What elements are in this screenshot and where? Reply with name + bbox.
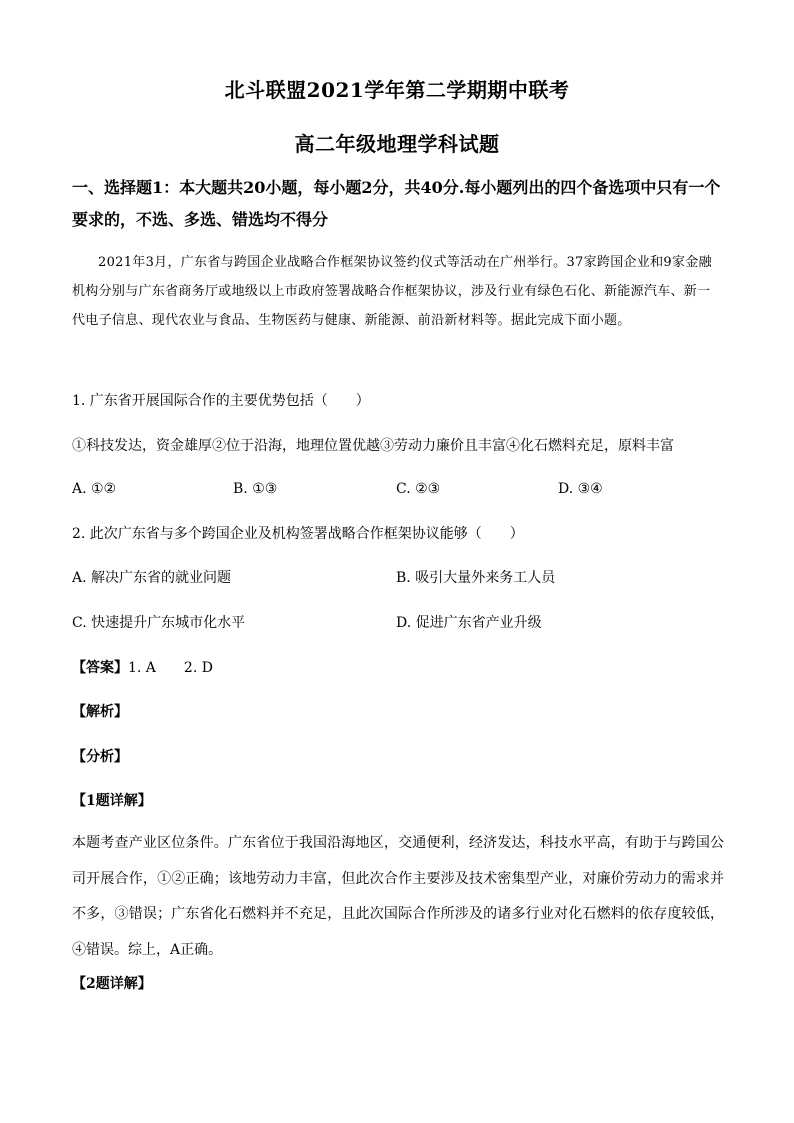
question-2-stem: 2. 此次广东省与多个跨国企业及机构签署战略合作框架协议能够（ ） bbox=[72, 526, 524, 542]
answer-line bbox=[72, 657, 722, 679]
question-1-option-a: A. ①② bbox=[72, 481, 117, 497]
answer-text: 1. A 2. D bbox=[128, 660, 213, 676]
question-1-statements: ①科技发达，资金雄厚②位于沿海，地理位置优越③劳动力廉价且丰富④化石燃料充足，原料丰富 bbox=[72, 438, 674, 454]
analysis-heading: 【解析】 bbox=[72, 704, 128, 720]
fenxi-heading: 【分析】 bbox=[72, 749, 128, 765]
detail-2-heading: 【2题详解】 bbox=[72, 976, 152, 992]
question-2-option-a: A. 解决广东省的就业问题 bbox=[72, 570, 232, 586]
question-1-stem: 1. 广东省开展国际合作的主要优势包括（ ） bbox=[72, 393, 370, 409]
question-1-option-b: B. ①③ bbox=[233, 481, 278, 497]
question-1-option-d: D. ③④ bbox=[558, 481, 603, 497]
exam-title: 北斗联盟2021学年第二学期期中联考 bbox=[224, 78, 570, 102]
detail-1-text: 本题考查产业区位条件。广东省位于我国沿海地区，交通便利，经济发达，科技水平高，有助于与跨国公司开展合作，①②正确；该地劳动力丰富，但此次合作主要涉及技术密集型产业，对廉价劳动力的需求并不多，③错误；广东省化石燃料并不充足，且此次国际合作所涉及的诸多行业对化石燃料的依存度较低，④错误。综上，A正确。 bbox=[72, 835, 724, 958]
section-heading: 一、选择题1：本大题共20小题，每小题2分，共40分.每小题列出的四个备选项中只有一个要求的，不选、多选、错选均不得分 bbox=[72, 178, 721, 229]
exam-subtitle: 高二年级地理学科试题 bbox=[294, 132, 500, 156]
detail-1-heading: 【1题详解】 bbox=[72, 793, 152, 809]
answer-tag: 【答案】 bbox=[72, 660, 128, 676]
question-2-option-b: B. 吸引大量外来务工人员 bbox=[396, 570, 556, 586]
question-1-option-c: C. ②③ bbox=[396, 481, 441, 497]
question-2-option-d: D. 促进广东省产业升级 bbox=[396, 615, 542, 631]
question-2-option-c: C. 快速提升广东城市化水平 bbox=[72, 615, 246, 631]
reading-passage: 2021年3月，广东省与跨国企业战略合作框架协议签约仪式等活动在广州举行。37家跨国企业和9家金融机构分别与广东省商务厅或地级以上市政府签署战略合作框架协议，涉及行业有绿色石化、新能源汽车、新一代电子信息、现代农业与食品、生物医药与健康、新能源、前沿新材料等。据此完成下面小题。 bbox=[72, 255, 712, 328]
